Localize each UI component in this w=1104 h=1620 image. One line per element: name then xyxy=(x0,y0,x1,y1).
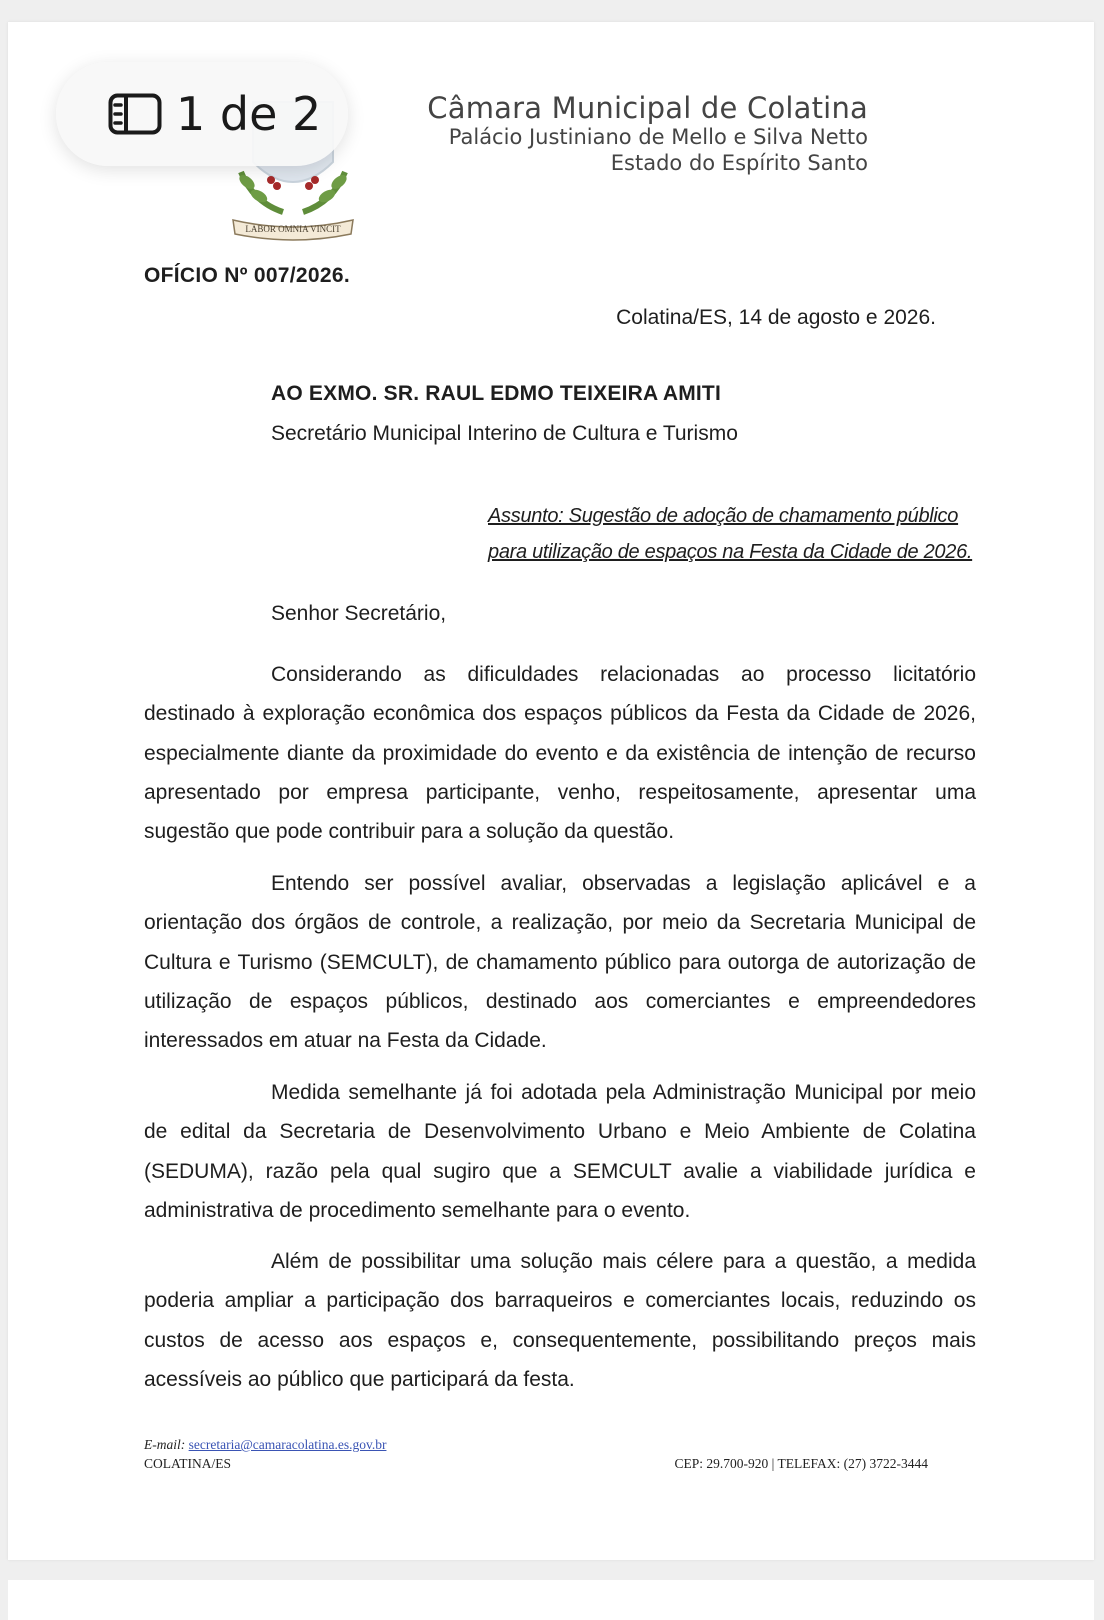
letterhead-state: Estado do Espírito Santo xyxy=(610,151,868,175)
footer-contact: CEP: 29.700-920 | TELEFAX: (27) 3722-3444 xyxy=(674,1456,928,1471)
footer-city: COLATINA/ES xyxy=(144,1456,231,1471)
footer-email-link[interactable]: secretaria@camaracolatina.es.gov.br xyxy=(188,1437,387,1452)
footer-email xyxy=(144,1437,386,1453)
document-subject: Assunto: Sugestão de adoção de chamamento público para utilização de espaços na Festa da Cidade de 2026. xyxy=(488,505,973,563)
page-indicator[interactable] xyxy=(56,62,348,166)
document-number: OFÍCIO Nº 007/2026. xyxy=(144,264,350,287)
footer-email-label: E-mail: xyxy=(144,1437,186,1452)
document-page xyxy=(8,22,1094,1560)
crest-motto: LABOR OMNIA VINCIT xyxy=(245,224,341,234)
next-document-page xyxy=(8,1580,1094,1620)
paragraph-3: Medida semelhante já foi adotada pela Administração Municipal por meio de edital da Secretaria de Desenvolvimento Urbano e Meio Ambiente de Colatina (SEDUMA), razão pela qual sugiro que a SEMCULT avalie a viabilidade jurídica e administrativa de procedimento semelhante para o evento. xyxy=(144,1081,976,1222)
paragraph-2: Entendo ser possível avaliar, observadas a legislação aplicável e a orientação dos órgãos de controle, a realização, por meio da Secretaria Municipal de Cultura e Turismo (SEMCULT), de chamamento público para outorga de autorização de utilização de espaços públicos, destinado aos comerciantes e empreendedores interessados em atuar na Festa da Cidade. xyxy=(144,872,976,1053)
paragraph-4: Além de possibilitar uma solução mais célere para a questão, a medida poderia ampliar a participação dos barraqueiros e comerciantes locais, reduzindo os custos de acesso aos espaços e, consequentemente, possibilitando preços mais acessíveis ao público que participará da festa. xyxy=(144,1250,976,1391)
salutation: Senhor Secretário, xyxy=(271,602,447,625)
page-indicator-label: 1 de 2 xyxy=(176,87,322,141)
letterhead-institution: Câmara Municipal de Colatina xyxy=(427,91,868,125)
recipient-name: AO EXMO. SR. RAUL EDMO TEIXEIRA AMITI xyxy=(271,382,721,405)
letterhead xyxy=(427,92,868,176)
paragraph-1: Considerando as dificuldades relacionadas ao processo licitatório destinado à exploração econômica dos espaços públicos da Festa da Cidade de 2026, especialmente diante da proximidade do evento e da existência de intenção de recurso apresentado por empresa participante, venho, respeitosamente, apresentar uma sugestão que pode contribuir para a solução da questão. xyxy=(144,663,976,844)
letterhead-palace: Palácio Justiniano de Mello e Silva Netto xyxy=(448,125,868,149)
page-layout-icon xyxy=(108,93,162,135)
document-date: Colatina/ES, 14 de agosto e 2026. xyxy=(616,306,936,329)
recipient-title: Secretário Municipal Interino de Cultura e Turismo xyxy=(271,422,738,445)
